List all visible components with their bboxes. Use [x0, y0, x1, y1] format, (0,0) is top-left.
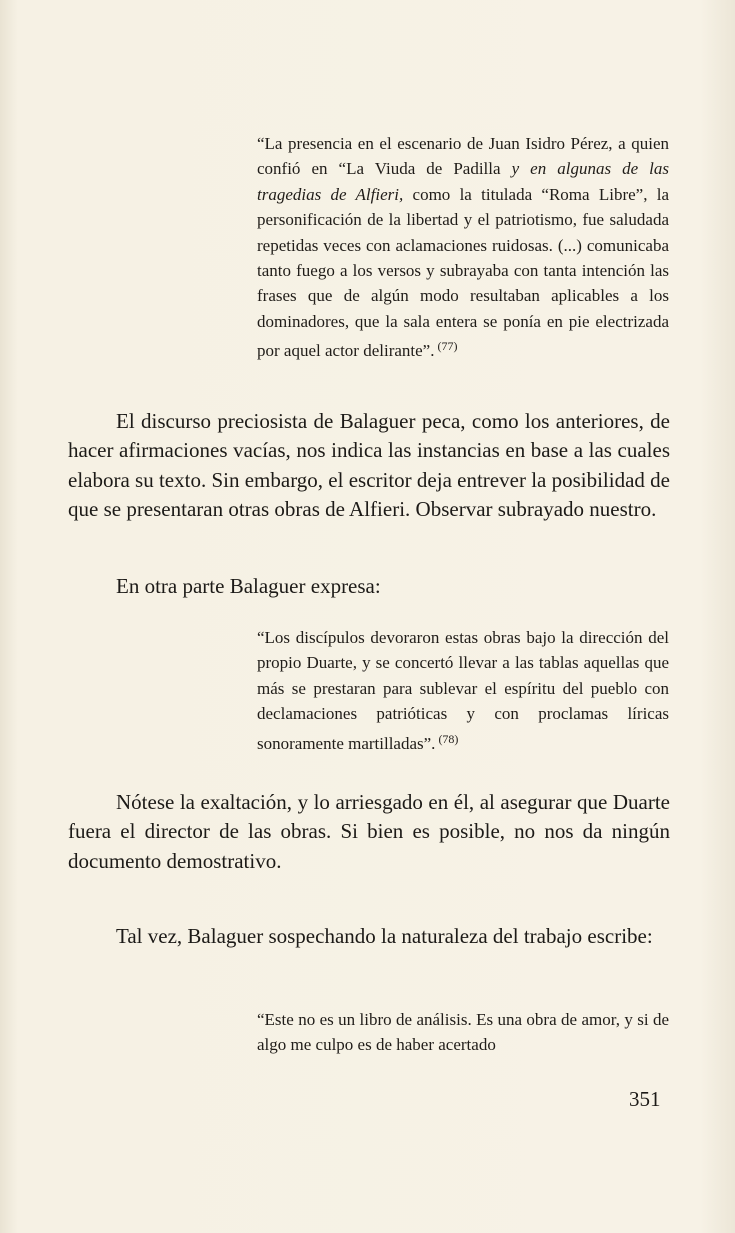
paragraph-2: En otra parte Balaguer expresa: [116, 574, 381, 598]
paragraph-1: El discurso preciosista de Balaguer peca, como los anteriores, de hacer afirmaciones vacías, nos indica las instancias en base a las cuales elabora su texto. Sin embargo, el escritor deja entrever la posibilidad de que se presentaran otras obras de Alfieri. Observar subrayado nuestro. [68, 409, 670, 522]
quote-1-italic-text: y en algunas de las tragedias de Alfieri, [257, 159, 669, 204]
quote-1-text-end: como la titulada “Roma Libre”, la personificación de la libertad y el patriotismo, fue saludada repetidas veces con aclamaciones ruidosas. (...) comunicaba tanto fuego a los versos y subrayaba con tanta intención las frases que de algún modo resultaban aplicables a los dominadores, que la sala entera se ponía en pie electrizada por aquel actor delirante”. [257, 184, 669, 361]
footnote-ref-78: (78) [438, 731, 459, 746]
quote-3-text: “Este no es un libro de análisis. Es una obra de amor, y si de algo me culpo es de haber acertado [257, 1010, 669, 1055]
block-quote-2 [257, 625, 669, 756]
quote-2-text: “Los discípulos devoraron estas obras bajo la dirección del propio Duarte, y se concertó llevar a las tablas aquellas que más se prestaran para sublevar el espíritu del pueblo con declamaciones patrióticas y con proclamas líricas sonoramente martilladas”. [257, 628, 669, 753]
footnote-ref-77: (77) [437, 339, 458, 354]
page-number: 351 [629, 1087, 661, 1111]
paragraph-3: Nótese la exaltación, y lo arriesgado en él, al asegurar que Duarte fuera el director de las obras. Si bien es posible, no nos da ningún documento demostrativo. [68, 790, 670, 873]
paragraph-4: Tal vez, Balaguer sospechando la naturaleza del trabajo escribe: [116, 924, 653, 948]
quote-1-text-start: “La presencia en el escenario de Juan Isidro Pérez, a quien confió en “La Viuda de Padilla [257, 134, 669, 179]
block-quote-1 [257, 131, 669, 364]
block-quote-3 [257, 1007, 669, 1058]
